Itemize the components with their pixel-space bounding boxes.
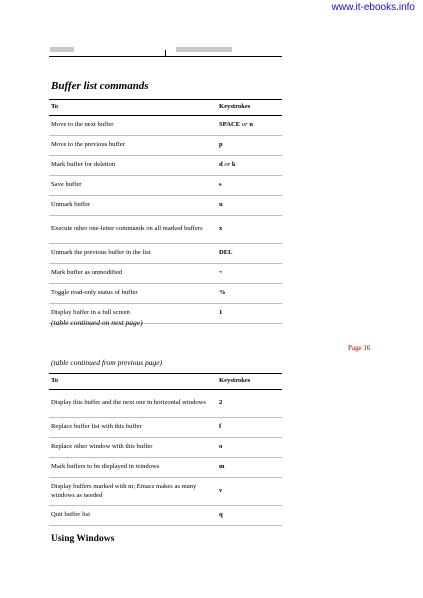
command-description: Replace buffer list with this buffer <box>49 418 217 438</box>
table-row <box>49 506 282 526</box>
table-row <box>49 438 282 458</box>
command-keystrokes <box>217 390 282 418</box>
keystroke: DEL <box>219 249 233 257</box>
table-row <box>49 418 282 438</box>
command-description: Mark buffer as unmodified <box>49 264 217 284</box>
command-keystrokes <box>217 156 282 176</box>
command-description: Move to the previous buffer <box>49 136 217 156</box>
column-header-keystrokes: Keystrokes <box>217 374 282 390</box>
watermark-link[interactable]: www.it-ebooks.info <box>331 2 415 13</box>
command-keystrokes <box>217 264 282 284</box>
command-description: Display buffer in a full screen <box>49 304 217 324</box>
command-description: Move to the next buffer <box>49 116 217 136</box>
table-row <box>49 196 282 216</box>
table-row <box>49 244 282 264</box>
command-keystrokes <box>217 176 282 196</box>
keystroke: s <box>219 181 222 189</box>
command-description: Toggle read-only status of buffer <box>49 284 217 304</box>
command-description: Save buffer <box>49 176 217 196</box>
table-row <box>49 458 282 478</box>
table-continued-note: (table continued on next page) <box>51 318 143 327</box>
command-keystrokes <box>217 478 282 506</box>
command-description: Unmark buffer <box>49 196 217 216</box>
command-keystrokes <box>217 438 282 458</box>
keystroke: % <box>219 289 226 297</box>
keystroke-separator: or <box>240 121 250 129</box>
keystroke: d <box>219 161 223 169</box>
command-keystrokes <box>217 284 282 304</box>
keystroke: n <box>249 121 253 129</box>
command-description: Execute other one-letter commands on all marked buffers <box>49 216 217 244</box>
command-keystrokes <box>217 458 282 478</box>
command-description: Unmark the previous buffer in the list <box>49 244 217 264</box>
keystroke: SPACE <box>219 121 241 129</box>
table-row <box>49 136 282 156</box>
keystroke: o <box>219 443 223 451</box>
keystroke: q <box>219 511 223 519</box>
buffer-commands-table <box>49 99 282 324</box>
command-keystrokes <box>217 136 282 156</box>
keystroke: u <box>219 201 223 209</box>
command-description: Mark buffer for deletion <box>49 156 217 176</box>
page-number: Page 16 <box>348 344 371 352</box>
command-description: Quit buffer list <box>49 506 217 526</box>
table-row <box>49 264 282 284</box>
command-keystrokes <box>217 418 282 438</box>
command-keystrokes <box>217 244 282 264</box>
table-row <box>49 390 282 418</box>
table-continued-from-note: (table continued from previous page) <box>51 358 163 367</box>
keystroke: f <box>219 423 222 431</box>
table-row <box>49 216 282 244</box>
section-title: Buffer list commands <box>51 80 149 92</box>
command-keystrokes <box>217 116 282 136</box>
table-row <box>49 116 282 136</box>
table-row <box>49 478 282 506</box>
command-description: Mark buffers to be displayed in windows <box>49 458 217 478</box>
command-keystrokes <box>217 506 282 526</box>
table-bottom-rule <box>49 56 282 57</box>
command-keystrokes <box>217 304 282 324</box>
command-description: Display this buffer and the next one in horizontal windows <box>49 390 217 418</box>
keystroke: k <box>231 161 236 169</box>
command-keystrokes <box>217 216 282 244</box>
command-description: Display buffers marked with m; Emacs makes as many windows as needed <box>49 478 217 506</box>
cut-text-left <box>50 47 74 52</box>
keystroke: 2 <box>219 399 223 407</box>
table-row <box>49 284 282 304</box>
keystroke-separator: or <box>222 161 232 169</box>
column-header-to: To <box>49 374 217 390</box>
keystroke: m <box>219 463 225 471</box>
table-row <box>49 176 282 196</box>
cut-text-right <box>176 47 232 52</box>
keystroke: v <box>219 487 223 495</box>
command-keystrokes <box>217 196 282 216</box>
column-header-keystrokes: Keystrokes <box>217 100 282 116</box>
keystroke: p <box>219 141 223 149</box>
buffer-commands-table-continued <box>49 373 282 526</box>
section-heading-using-windows: Using Windows <box>51 534 115 544</box>
column-header-to: To <box>49 100 217 116</box>
command-description: Replace other window with this buffer <box>49 438 217 458</box>
keystroke: ~ <box>219 269 223 277</box>
keystroke: 1 <box>219 309 223 317</box>
table-row <box>49 156 282 176</box>
keystroke: x <box>219 225 223 233</box>
